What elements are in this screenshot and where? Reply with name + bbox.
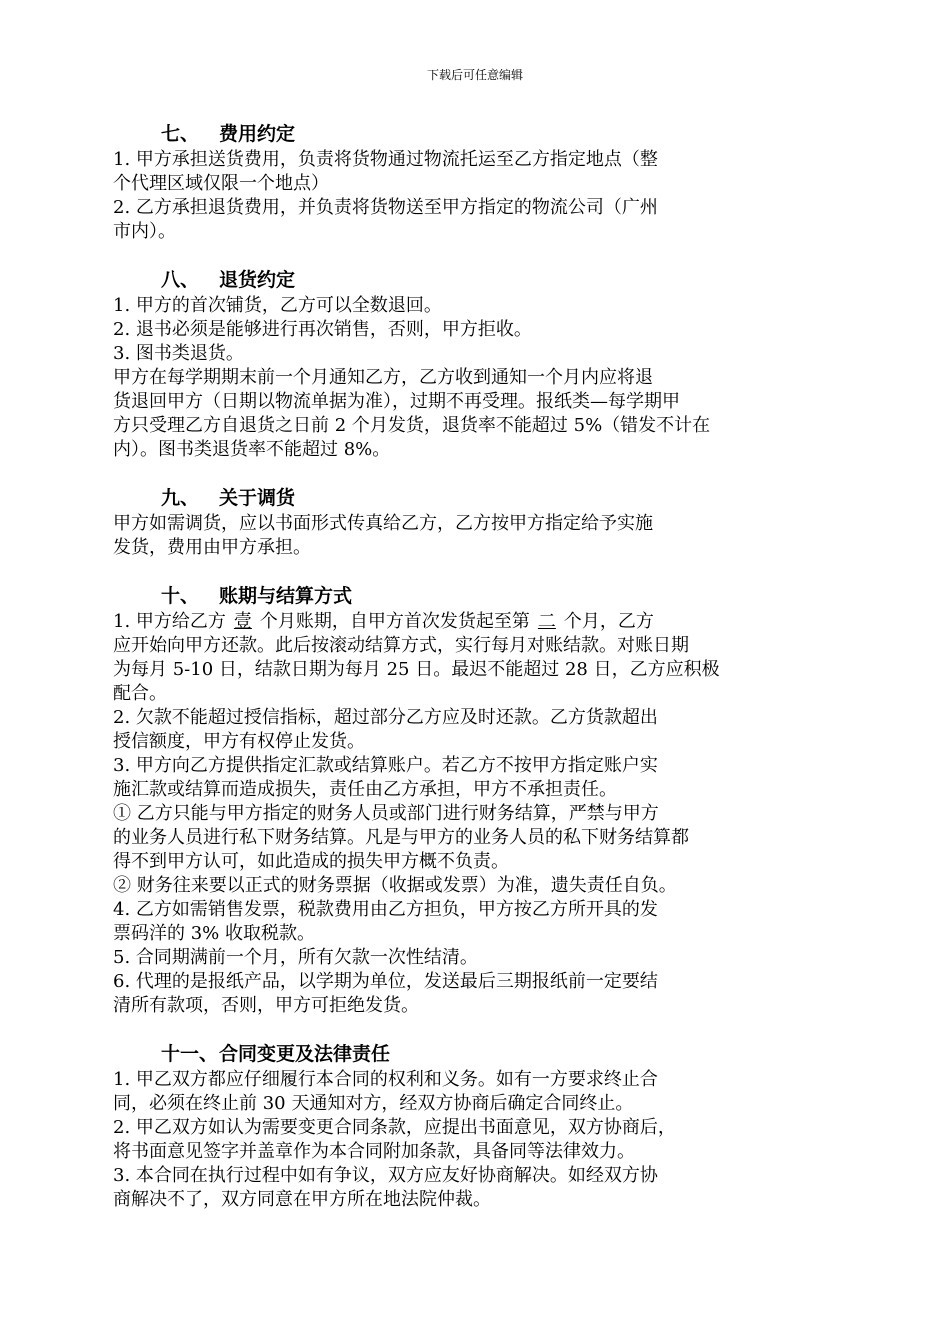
section-9-body bbox=[113, 512, 848, 560]
page-header-note: 下载后可任意编辑 bbox=[426, 68, 523, 82]
paragraph-line: 应开始向甲方还款。此后按滚动结算方式，实行每月对账结款。对账日期 bbox=[113, 635, 689, 656]
paragraph-line: 清所有款项，否则，甲方可拒绝发货。 bbox=[113, 995, 419, 1016]
paragraph-line: 1. 甲乙双方都应仔细履行本合同的权利和义务。如有一方要求终止合 bbox=[113, 1069, 658, 1090]
paragraph-line: 甲方在每学期期末前一个月通知乙方，乙方收到通知一个月内应将退 bbox=[113, 367, 653, 388]
paragraph-line: 2. 甲乙双方如认为需要变更合同条款，应提出书面意见，双方协商后， bbox=[113, 1117, 676, 1138]
section-8-body bbox=[113, 294, 848, 462]
paragraph-line: 货退回甲方（日期以物流单据为准），过期不再受理。报纸类—每学期甲 bbox=[113, 391, 680, 412]
section-11-heading: 十一、合同变更及法律责任 bbox=[161, 1043, 391, 1065]
section-7-heading: 七、 费用约定 bbox=[161, 123, 296, 145]
paragraph-line: 授信额度，甲方有权停止发货。 bbox=[113, 731, 365, 752]
paragraph-line: 方只受理乙方自退货之日前 2 个月发货，退货率不能超过 5%（错发不计在 bbox=[113, 415, 711, 436]
paragraph-line: 1. 甲方的首次铺货，乙方可以全数退回。 bbox=[113, 295, 442, 316]
paragraph-line: 5. 合同期满前一个月，所有欠款一次性结清。 bbox=[113, 947, 478, 968]
section-7-body bbox=[113, 148, 848, 244]
paragraph-line: 为每月 5-10 日，结款日期为每月 25 日。最迟不能超过 28 日，乙方应积极 bbox=[113, 659, 720, 680]
paragraph-line: 甲方如需调货，应以书面形式传真给乙方，乙方按甲方指定给予实施 bbox=[113, 513, 653, 534]
paragraph-line: 的业务人员进行私下财务结算。凡是与甲方的业务人员的私下财务结算都 bbox=[113, 827, 689, 848]
section-10-heading: 十、 账期与结算方式 bbox=[161, 585, 353, 607]
paragraph-line: 内）。图书类退货率不能超过 8%。 bbox=[113, 439, 391, 460]
paragraph-line: 个代理区域仅限一个地点） bbox=[113, 173, 329, 194]
filled-blank-months: 壹 bbox=[233, 611, 252, 632]
paragraph-line: 4. 乙方如需销售发票，税款费用由乙方担负，甲方按乙方所开具的发 bbox=[113, 899, 658, 920]
paragraph-line: 3. 本合同在执行过程中如有争议，双方应友好协商解决。如经双方协 bbox=[113, 1165, 658, 1186]
paragraph-line: 1. 甲方承担送货费用，负责将货物通过物流托运至乙方指定地点（整 bbox=[113, 149, 658, 170]
paragraph-line: 同，必须在终止前 30 天通知对方，经双方协商后确定合同终止。 bbox=[113, 1093, 634, 1114]
paragraph-line: ② 财务往来要以正式的财务票据（收据或发票）为准，遗失责任自负。 bbox=[113, 875, 677, 896]
filled-blank-month-number: 二 bbox=[537, 611, 556, 632]
paragraph-line: 3. 甲方向乙方提供指定汇款或结算账户。若乙方不按甲方指定账户实 bbox=[113, 755, 658, 776]
paragraph-line: ① 乙方只能与甲方指定的财务人员或部门进行财务结算，严禁与甲方 bbox=[113, 803, 659, 824]
paragraph-line: 票码洋的 3% 收取税款。 bbox=[113, 923, 315, 944]
paragraph-line: 市内）。 bbox=[113, 221, 176, 242]
document-body bbox=[113, 120, 848, 1212]
paragraph-line: 得不到甲方认可，如此造成的损失甲方概不负责。 bbox=[113, 851, 509, 872]
paragraph-line: 6. 代理的是报纸产品，以学期为单位，发送最后三期报纸前一定要结 bbox=[113, 971, 658, 992]
paragraph-line: 1. 甲方给乙方 壹 个月账期，自甲方首次发货起至第 二 个月，乙方 bbox=[113, 611, 654, 632]
paragraph-line: 2. 欠款不能超过授信指标，超过部分乙方应及时还款。乙方货款超出 bbox=[113, 707, 658, 728]
paragraph-line: 施汇款或结算而造成损失，责任由乙方承担，甲方不承担责任。 bbox=[113, 779, 617, 800]
paragraph-line: 将书面意见签字并盖章作为本合同附加条款，具备同等法律效力。 bbox=[113, 1141, 635, 1162]
paragraph-line: 商解决不了，双方同意在甲方所在地法院仲裁。 bbox=[113, 1189, 491, 1210]
paragraph-line: 3. 图书类退货。 bbox=[113, 343, 244, 364]
section-9-heading: 九、 关于调货 bbox=[161, 487, 296, 509]
section-10-body bbox=[113, 610, 848, 1018]
paragraph-line: 发货，费用由甲方承担。 bbox=[113, 537, 311, 558]
section-8-heading: 八、 退货约定 bbox=[161, 269, 296, 291]
paragraph-line: 2. 乙方承担退货费用，并负责将货物送至甲方指定的物流公司（广州 bbox=[113, 197, 658, 218]
paragraph-line: 2. 退书必须是能够进行再次销售，否则，甲方拒收。 bbox=[113, 319, 532, 340]
paragraph-line: 配合。 bbox=[113, 683, 167, 704]
section-11-body bbox=[113, 1068, 848, 1212]
